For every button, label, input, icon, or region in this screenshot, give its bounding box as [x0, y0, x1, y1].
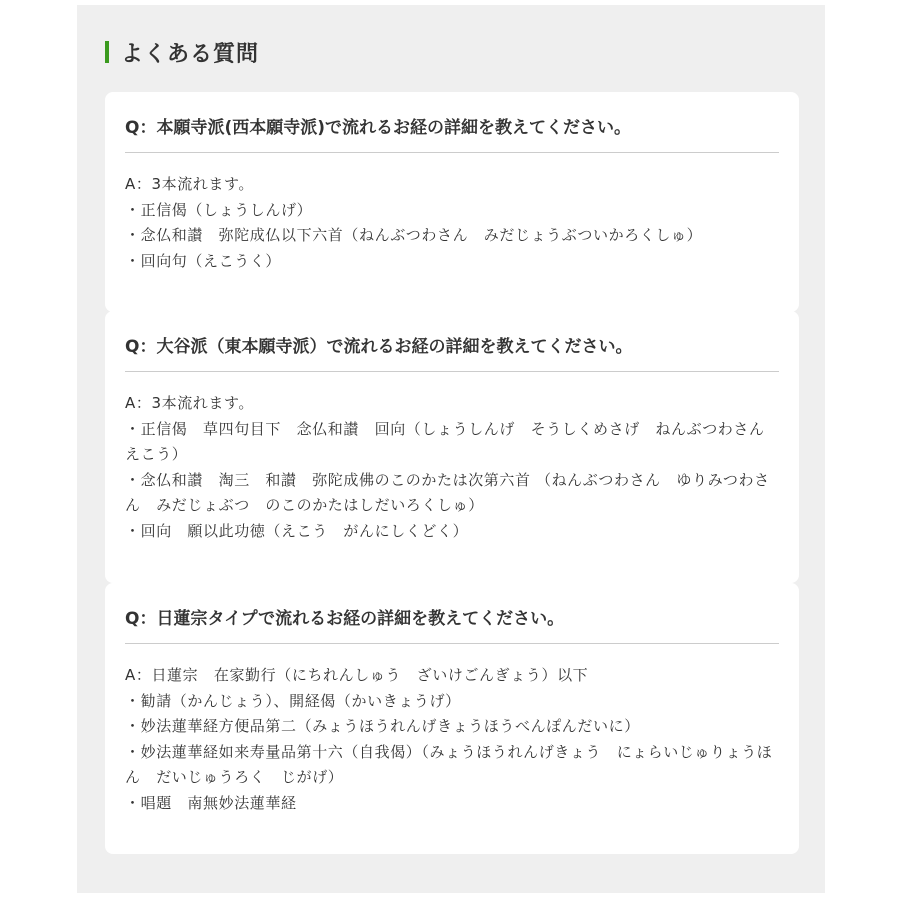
answer-line: ・回向 願以此功徳（えこう がんにしくどく）: [125, 521, 469, 540]
answer-line: ・妙法蓮華経如来寿量品第十六（自我偈）（みょうほうれんげきょう にょらいじゅりょうほん だいじゅうろく じがげ）: [125, 742, 773, 786]
answer-line: ・唱題 南無妙法蓮華経: [125, 793, 297, 812]
answer-line: A：日蓮宗 在家勤行（にちれんしゅう ざいけごんぎょう）以下: [125, 666, 589, 684]
faq-section-header: [105, 37, 259, 67]
faq-question: Q：本願寺派(西本願寺派)で流れるお経の詳細を教えてください。: [125, 118, 631, 138]
faq-question: Q：大谷派（東本願寺派）で流れるお経の詳細を教えてください。: [125, 337, 633, 357]
faq-answer: [125, 391, 781, 544]
faq-question: Q：日蓮宗タイプで流れるお経の詳細を教えてください。: [125, 609, 565, 629]
faq-card: [105, 92, 799, 312]
answer-line: ・勧請（かんじょう）、開経偈（かいきょうげ）: [125, 691, 461, 710]
faq-answer: [125, 663, 781, 816]
faq-card: [105, 583, 799, 854]
faq-divider: [125, 643, 779, 644]
title-accent-bar: [105, 41, 109, 63]
answer-line: A：3本流れます。: [125, 394, 255, 412]
answer-line: A：3本流れます。: [125, 175, 255, 193]
page-title: よくある質問: [121, 41, 260, 67]
answer-line: ・念仏和讃 弥陀成仏以下六首（ねんぶつわさん みだじょうぶついかろくしゅ）: [125, 226, 703, 244]
answer-line: ・正信偈（しょうしんげ）: [125, 200, 313, 219]
faq-answer: [125, 172, 781, 274]
faq-card: [105, 311, 799, 583]
answer-line: ・妙法蓮華経方便品第二（みょうほうれんげきょうほうべんぽんだいに）: [125, 717, 640, 735]
answer-line: ・正信偈 草四句目下 念仏和讃 回向（しょうしんげ そうしくめさげ ねんぶつわさん えこう）: [125, 419, 781, 463]
faq-panel: [77, 5, 825, 893]
faq-divider: [125, 371, 779, 372]
answer-line: ・回向句（えこうく）: [125, 251, 282, 270]
answer-line: ・念仏和讃 淘三 和讃 弥陀成佛のこのかたは次第六首 （ねんぶつわさん ゆりみつわさん みだじょぶつ のこのかたはしだいろくしゅ）: [125, 470, 770, 514]
faq-divider: [125, 152, 779, 153]
